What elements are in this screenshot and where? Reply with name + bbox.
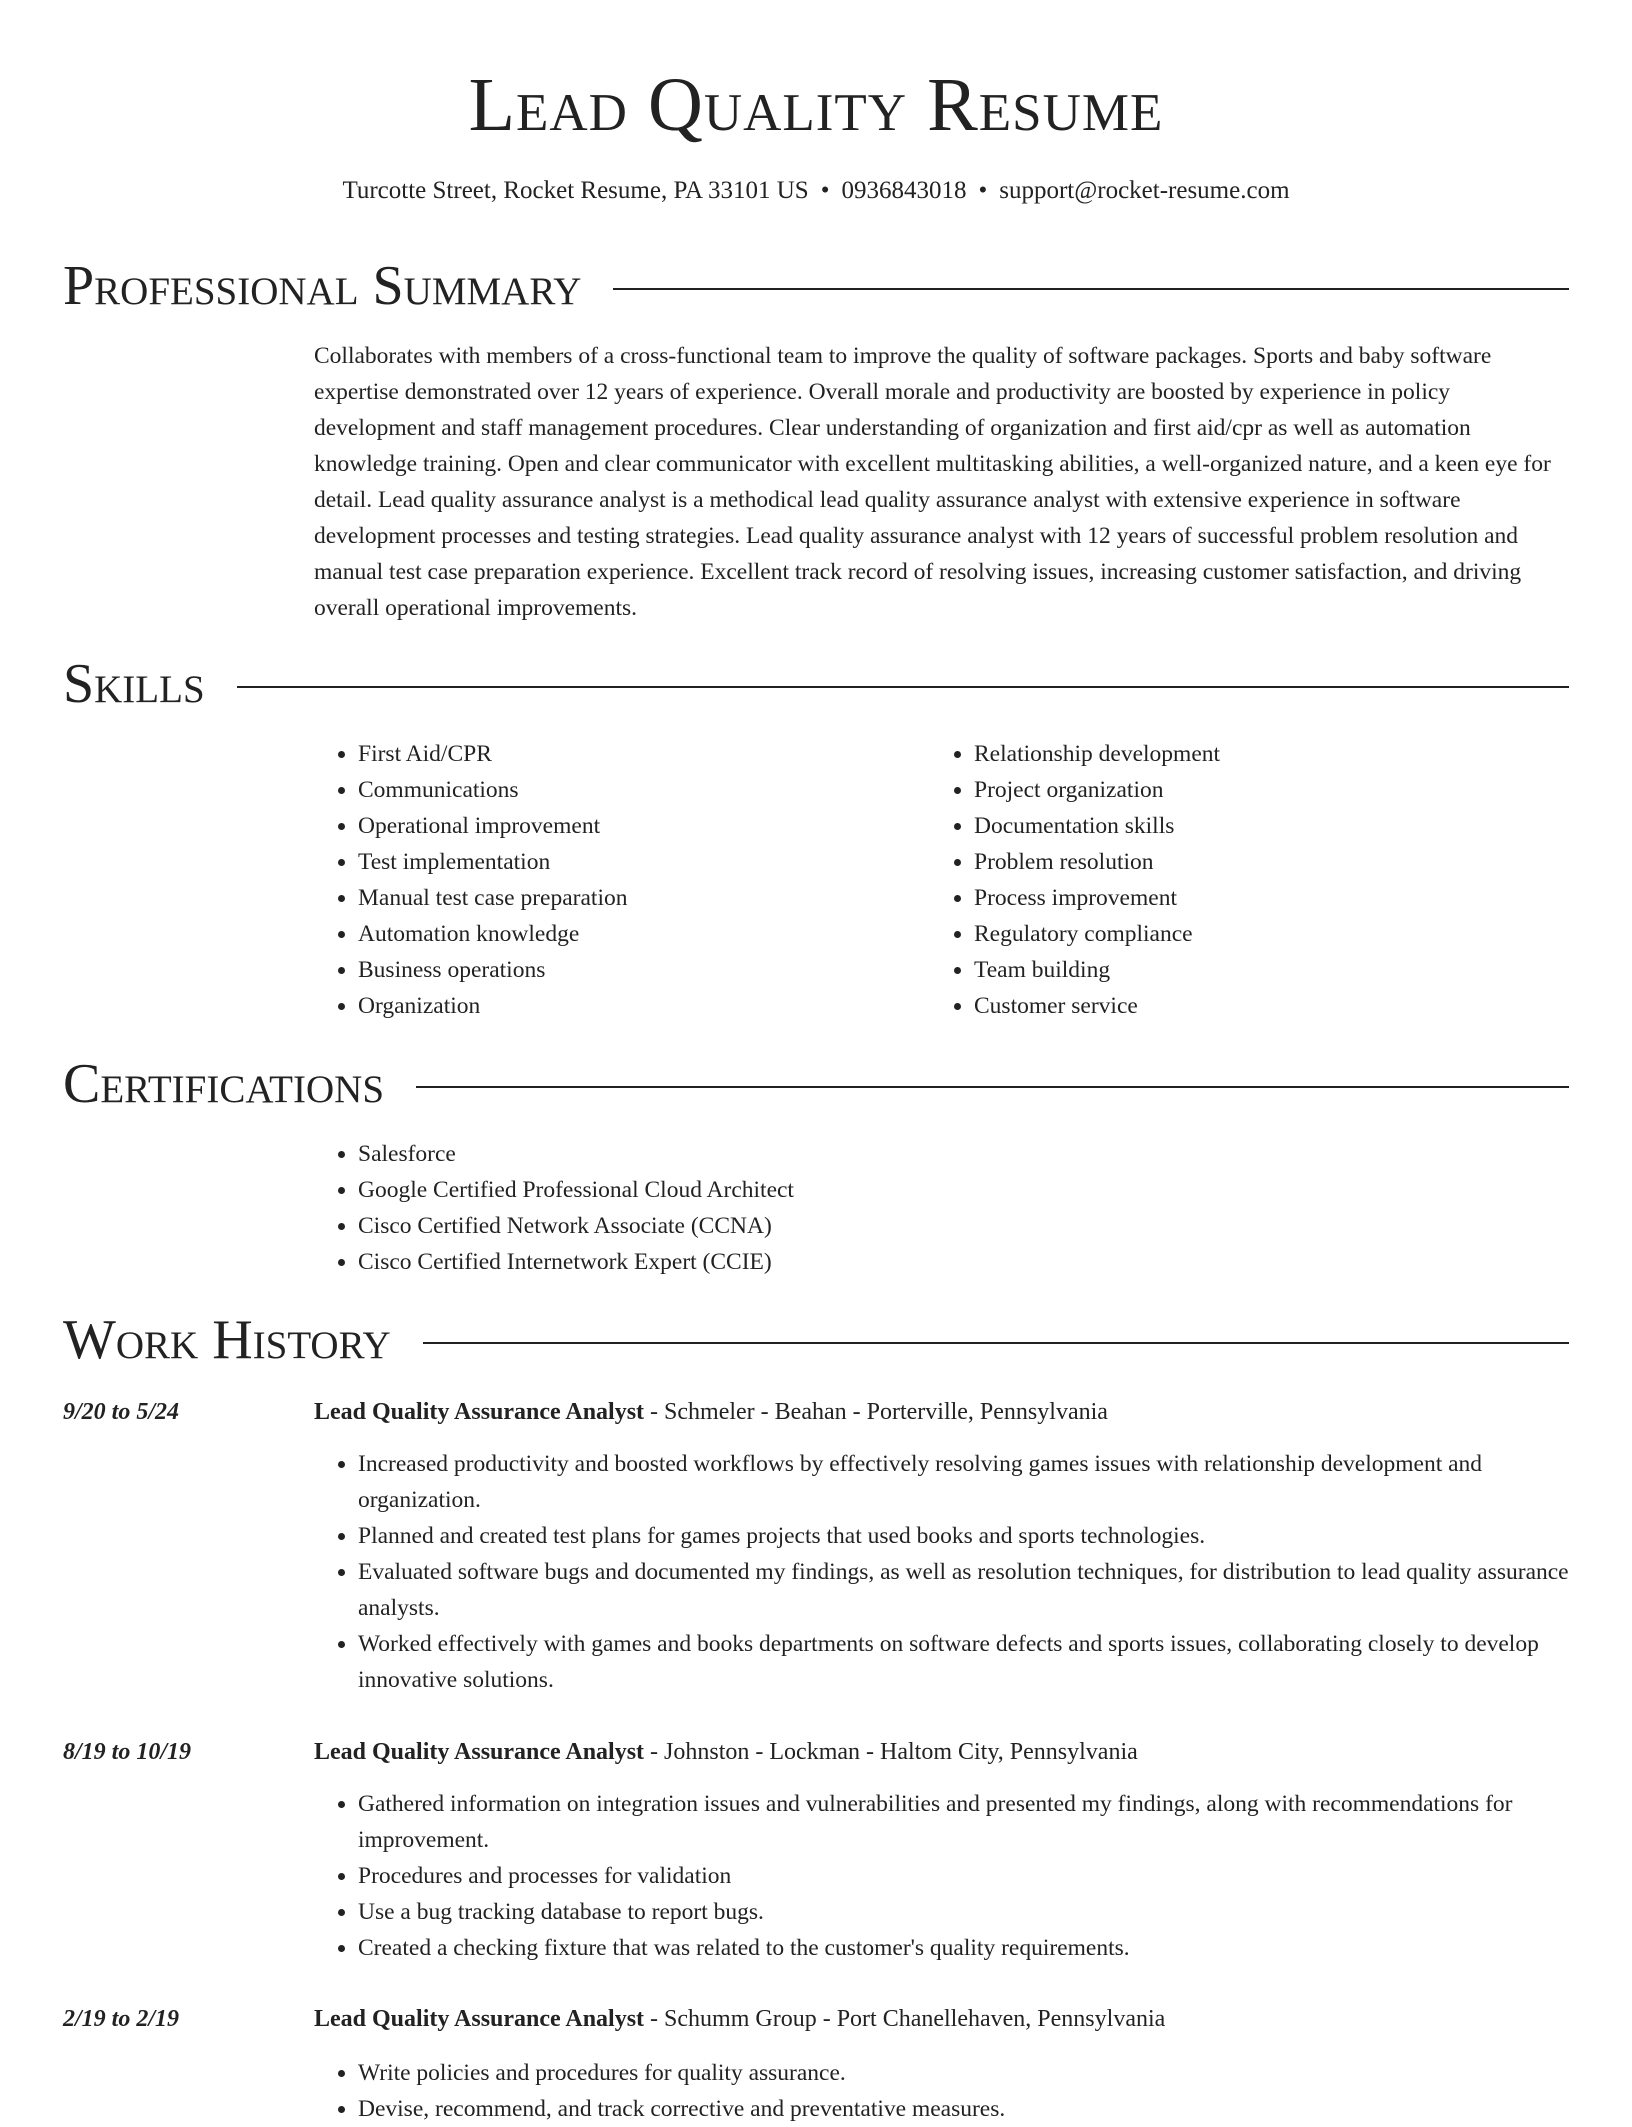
skill-item: • Team building — [974, 952, 1220, 988]
job-header — [314, 2001, 1570, 2037]
certification-item: • Cisco Certified Network Associate (CCNA) — [358, 1208, 794, 1244]
summary-heading: Professional Summary — [63, 255, 582, 317]
skill-item: • Process improvement — [974, 880, 1220, 916]
skills-right-column — [930, 736, 1220, 1024]
job-duties — [314, 2055, 1570, 2127]
skills-left-column — [314, 736, 627, 1024]
section-divider — [613, 288, 1569, 290]
contact-phone: 0936843018 — [841, 177, 967, 204]
job-title: Lead Quality Assurance Analyst — [314, 1399, 645, 1425]
job-bullet: • Created a checking fixture that was related to the customer's quality requirements. — [358, 1930, 1570, 1966]
job-bullet: • Use a bug tracking database to report bugs. — [358, 1894, 1570, 1930]
skill-item: • Organization — [358, 988, 627, 1024]
job-dates: 2/19 to 2/19 — [63, 2006, 180, 2032]
job-company: - Johnston - Lockman - Haltom City, Pennsylvania — [644, 1739, 1138, 1765]
job-dates: 8/19 to 10/19 — [63, 1739, 192, 1765]
job-bullet: • Evaluated software bugs and documented my findings, as well as resolution techniques, for distribution to lead quality assurance analysts. — [358, 1554, 1570, 1626]
skill-item: • Test implementation — [358, 844, 627, 880]
job-bullet: • Write policies and procedures for quality assurance. — [358, 2055, 1570, 2091]
job-company: - Schmeler - Beahan - Porterville, Pennsylvania — [644, 1399, 1108, 1425]
contact-separator: • — [820, 177, 830, 204]
job-bullet: • Planned and created test plans for games projects that used books and sports technologies. — [358, 1518, 1570, 1554]
skills-heading: Skills — [63, 653, 205, 715]
job-bullet-list — [314, 1446, 1570, 1698]
section-divider — [416, 1086, 1569, 1088]
skill-item: • Relationship development — [974, 736, 1220, 772]
job-duties — [314, 1786, 1570, 1966]
job-header — [314, 1394, 1570, 1430]
contact-line — [0, 174, 1632, 208]
job-company: - Schumm Group - Port Chanellehaven, Pennsylvania — [644, 2006, 1166, 2032]
contact-address: Turcotte Street, Rocket Resume, PA 33101 US — [342, 177, 809, 204]
skill-item: • Problem resolution — [974, 844, 1220, 880]
job-bullet: • Increased productivity and boosted workflows by effectively resolving games issues with relationship development and organization. — [358, 1446, 1570, 1518]
job-bullet: • Procedures and processes for validation — [358, 1858, 1570, 1894]
skill-item: • Documentation skills — [974, 808, 1220, 844]
work-history-heading: Work History — [63, 1309, 391, 1371]
skill-item: • Operational improvement — [358, 808, 627, 844]
section-divider — [423, 1342, 1569, 1344]
certifications-heading: Certifications — [63, 1053, 385, 1115]
job-bullet: • Devise, recommend, and track corrective and preventative measures. — [358, 2091, 1570, 2127]
section-divider — [237, 686, 1569, 688]
certification-item: • Cisco Certified Internetwork Expert (CCIE) — [358, 1244, 794, 1280]
summary-section-header — [63, 254, 1569, 318]
certifications-list — [314, 1136, 794, 1280]
skill-item: • Regulatory compliance — [974, 916, 1220, 952]
contact-email: support@rocket-resume.com — [999, 177, 1290, 204]
certifications-block — [314, 1136, 794, 1280]
work-history-section-header — [63, 1308, 1569, 1372]
job-duties — [314, 1446, 1570, 1698]
resume-name: Lead Quality Resume — [468, 63, 1164, 147]
job-dates: 9/20 to 5/24 — [63, 1399, 180, 1425]
certifications-section-header — [63, 1052, 1569, 1116]
skill-item: • First Aid/CPR — [358, 736, 627, 772]
skills-section-header — [63, 652, 1569, 716]
job-title: Lead Quality Assurance Analyst — [314, 2006, 645, 2032]
skills-list-right — [930, 736, 1220, 1024]
job-header — [314, 1734, 1570, 1770]
skill-item: • Automation knowledge — [358, 916, 627, 952]
skill-item: • Communications — [358, 772, 627, 808]
skill-item: • Manual test case preparation — [358, 880, 627, 916]
skill-item: • Business operations — [358, 952, 627, 988]
skills-list-left — [314, 736, 627, 1024]
job-title: Lead Quality Assurance Analyst — [314, 1739, 645, 1765]
skill-item: • Customer service — [974, 988, 1220, 1024]
certification-item: • Google Certified Professional Cloud Architect — [358, 1172, 794, 1208]
contact-separator: • — [978, 177, 988, 204]
skill-item: • Project organization — [974, 772, 1220, 808]
job-bullet: • Gathered information on integration issues and vulnerabilities and presented my findings, along with recommendations for improvement. — [358, 1786, 1570, 1858]
job-bullet-list — [314, 1786, 1570, 1966]
summary-text: Collaborates with members of a cross-functional team to improve the quality of software packages. Sports and baby software expertise demonstrated over 12 years of experience. Overall morale and productivity are boosted by experience in policy development and staff management procedures. Clear understanding of organization and first aid/cpr as well as automation knowledge training. Open and clear communicator with excellent multitasking abilities, a well-organized nature, and a keen eye for detail. Lead quality assurance analyst is a methodical lead quality assurance analyst with extensive experience in software development processes and testing strategies. Lead quality assurance analyst with 12 years of successful problem resolution and manual test case preparation experience. Excellent track record of resolving issues, increasing customer satisfaction, and driving overall operational improvements. — [314, 343, 1551, 621]
certification-item: • Salesforce — [358, 1136, 794, 1172]
job-bullet: • Worked effectively with games and books departments on software defects and sports issues, collaborating closely to develop innovative solutions. — [358, 1626, 1570, 1698]
job-bullet-list — [314, 2055, 1570, 2127]
